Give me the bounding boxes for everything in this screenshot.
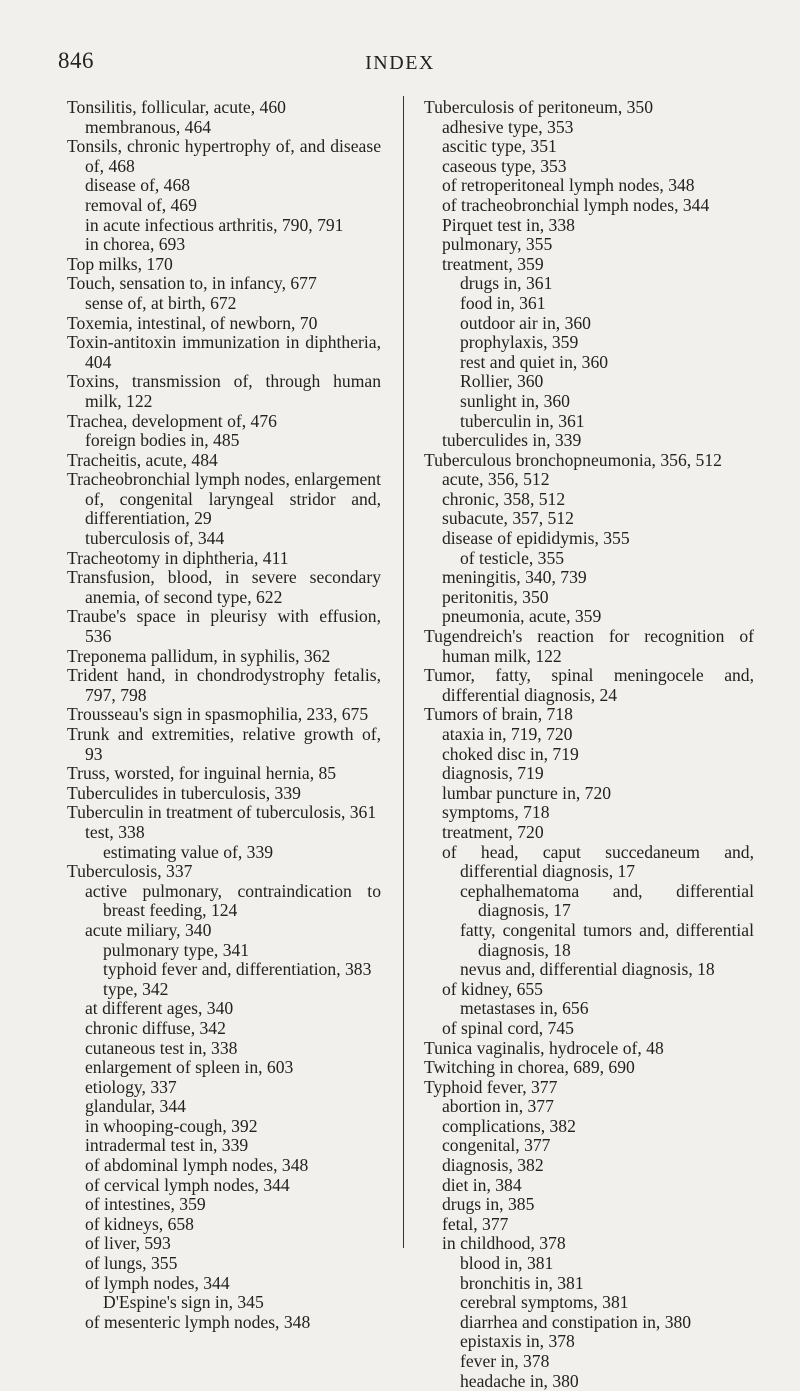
index-entry: cerebral symptoms, 381 bbox=[460, 1292, 629, 1313]
index-entry: of testicle, 355 bbox=[460, 547, 565, 568]
index-entry: symptoms, 718 bbox=[442, 802, 550, 823]
index-entry: blood in, 381 bbox=[460, 1253, 554, 1274]
index-entry: fatty, congenital tumors and, differential diagnosis, 18 bbox=[460, 919, 754, 960]
index-entry: Trachea, development of, 476 bbox=[67, 410, 277, 431]
index-entry: complications, 382 bbox=[442, 1115, 576, 1136]
index-entry: Top milks, 170 bbox=[67, 253, 173, 274]
index-entry: of lymph nodes, 344 bbox=[85, 1272, 230, 1293]
index-entry: of tracheobronchial lymph nodes, 344 bbox=[442, 194, 710, 215]
index-entry: Tumor, fatty, spinal meningocele and, differential diagnosis, 24 bbox=[424, 665, 754, 705]
index-entry: Trousseau's sign in spasmophilia, 233, 675 bbox=[67, 704, 369, 725]
index-entry: pulmonary, 355 bbox=[442, 234, 553, 255]
index-entry: D'Espine's sign in, 345 bbox=[103, 1292, 264, 1313]
index-entry: in acute infectious arthritis, 790, 791 bbox=[85, 214, 344, 235]
index-entry: sunlight in, 360 bbox=[460, 390, 570, 411]
index-entry: Toxin-antitoxin immunization in diphtheria, 404 bbox=[67, 332, 381, 372]
index-entry: diagnosis, 719 bbox=[442, 763, 544, 784]
index-entry: Touch, sensation to, in infancy, 677 bbox=[67, 273, 317, 294]
index-entry: removal of, 469 bbox=[85, 194, 197, 215]
index-entry: diet in, 384 bbox=[442, 1174, 522, 1195]
index-entry: of intestines, 359 bbox=[85, 1194, 206, 1215]
index-entry: acute, 356, 512 bbox=[442, 469, 550, 490]
index-entry: etiology, 337 bbox=[85, 1076, 177, 1097]
index-column-right bbox=[424, 98, 754, 1391]
index-entry: Treponema pallidum, in syphilis, 362 bbox=[67, 645, 331, 666]
index-entry: Rollier, 360 bbox=[460, 371, 544, 392]
index-entry: glandular, 344 bbox=[85, 1096, 186, 1117]
index-entry: in childhood, 378 bbox=[442, 1233, 566, 1254]
index-entry: of lungs, 355 bbox=[85, 1253, 178, 1274]
index-entry: of abdominal lymph nodes, 348 bbox=[85, 1155, 309, 1176]
index-entry: disease of epididymis, 355 bbox=[442, 528, 630, 549]
index-entry: cutaneous test in, 338 bbox=[85, 1037, 238, 1058]
index-entry: in chorea, 693 bbox=[85, 234, 186, 255]
index-entry: Tracheobronchial lymph nodes, enlargement of, congenital laryngeal stridor and, differentiation, 29 bbox=[67, 469, 381, 529]
index-entry: Typhoid fever, 377 bbox=[424, 1076, 558, 1097]
index-entry: test, 338 bbox=[85, 821, 145, 842]
index-entry: of retroperitoneal lymph nodes, 348 bbox=[442, 175, 695, 196]
index-column-left bbox=[67, 98, 381, 1332]
index-entry: Trident hand, in chondrodystrophy fetalis, 797, 798 bbox=[67, 665, 381, 705]
index-entry: cephalhematoma and, differential diagnosis, 17 bbox=[460, 880, 754, 921]
index-entry: of head, caput succedaneum and, differential diagnosis, 17 bbox=[442, 841, 754, 882]
index-entry: foreign bodies in, 485 bbox=[85, 430, 240, 451]
index-entry: disease of, 468 bbox=[85, 175, 191, 196]
index-entry: Tonsilitis, follicular, acute, 460 bbox=[67, 97, 286, 117]
index-entry: subacute, 357, 512 bbox=[442, 508, 574, 529]
index-entry: intradermal test in, 339 bbox=[85, 1135, 249, 1156]
index-entry: Tuberculin in treatment of tuberculosis, 361 bbox=[67, 802, 377, 823]
index-entry: ascitic type, 351 bbox=[442, 136, 557, 157]
index-entry: Tuberculous bronchopneumonia, 356, 512 bbox=[424, 449, 722, 470]
index-entry: estimating value of, 339 bbox=[103, 841, 274, 862]
index-entry: Tuberculosis, 337 bbox=[67, 861, 193, 882]
index-entry: fetal, 377 bbox=[442, 1213, 509, 1234]
index-entry: meningitis, 340, 739 bbox=[442, 567, 587, 588]
column-divider bbox=[403, 96, 404, 1248]
index-entry: caseous type, 353 bbox=[442, 155, 567, 176]
index-entry: lumbar puncture in, 720 bbox=[442, 782, 612, 803]
index-entry: chronic, 358, 512 bbox=[442, 488, 566, 509]
index-entry: Truss, worsted, for inguinal hernia, 85 bbox=[67, 763, 337, 784]
index-entry: tuberculosis of, 344 bbox=[85, 528, 225, 549]
index-entry: Tracheitis, acute, 484 bbox=[67, 449, 218, 470]
index-entry: prophylaxis, 359 bbox=[460, 332, 579, 353]
index-entry: Tracheotomy in diphtheria, 411 bbox=[67, 547, 289, 568]
index-entry: type, 342 bbox=[103, 978, 169, 999]
index-entry: Tuberculides in tuberculosis, 339 bbox=[67, 782, 301, 803]
index-entry: diagnosis, 382 bbox=[442, 1155, 544, 1176]
index-entry: typhoid fever and, differentiation, 383 bbox=[103, 959, 372, 980]
index-entry: Traube's space in pleurisy with effusion, 536 bbox=[67, 606, 381, 647]
index-entry: diarrhea and constipation in, 380 bbox=[460, 1311, 692, 1332]
index-entry: Pirquet test in, 338 bbox=[442, 214, 575, 235]
index-entry: Transfusion, blood, in severe secondary anemia, of second type, 622 bbox=[67, 567, 381, 607]
index-entry: enlargement of spleen in, 603 bbox=[85, 1057, 294, 1078]
index-entry: treatment, 359 bbox=[442, 253, 544, 274]
index-entry: in whooping-cough, 392 bbox=[85, 1115, 258, 1136]
index-entry: chronic diffuse, 342 bbox=[85, 1017, 226, 1038]
index-entry: Trunk and extremities, relative growth of, 93 bbox=[67, 724, 381, 764]
index-entry: tuberculin in, 361 bbox=[460, 410, 585, 431]
index-entry: Twitching in chorea, 689, 690 bbox=[424, 1057, 635, 1078]
index-entry: adhesive type, 353 bbox=[442, 116, 574, 137]
index-entry: metastases in, 656 bbox=[460, 998, 589, 1019]
index-entry: tuberculides in, 339 bbox=[442, 430, 582, 451]
index-entry: pulmonary type, 341 bbox=[103, 939, 250, 960]
index-entry: Toxemia, intestinal, of newborn, 70 bbox=[67, 312, 318, 333]
index-entry: Tuberculosis of peritoneum, 350 bbox=[424, 97, 654, 117]
index-entry: Tunica vaginalis, hydrocele of, 48 bbox=[424, 1037, 664, 1058]
index-entry: epistaxis in, 378 bbox=[460, 1331, 575, 1352]
index-entry: of liver, 593 bbox=[85, 1233, 171, 1254]
index-entry: of cervical lymph nodes, 344 bbox=[85, 1174, 290, 1195]
index-entry: outdoor air in, 360 bbox=[460, 312, 591, 333]
index-entry: congenital, 377 bbox=[442, 1135, 551, 1156]
index-entry: abortion in, 377 bbox=[442, 1096, 554, 1117]
index-entry: fever in, 378 bbox=[460, 1351, 550, 1371]
index-entry: membranous, 464 bbox=[85, 116, 212, 137]
index-entry: nevus and, differential diagnosis, 18 bbox=[460, 959, 715, 980]
page-number: 846 bbox=[58, 48, 94, 73]
index-entry: treatment, 720 bbox=[442, 821, 544, 842]
index-entry: bronchitis in, 381 bbox=[460, 1272, 584, 1293]
index-entry: of kidney, 655 bbox=[442, 978, 543, 999]
index-entry: drugs in, 361 bbox=[460, 273, 553, 294]
index-entry: acute miliary, 340 bbox=[85, 919, 212, 940]
index-entry: of spinal cord, 745 bbox=[442, 1017, 574, 1038]
index-entry: of mesenteric lymph nodes, 348 bbox=[85, 1311, 311, 1332]
index-entry: sense of, at birth, 672 bbox=[85, 292, 237, 313]
index-entry: headache in, 380 bbox=[460, 1370, 579, 1391]
index-entry: Toxins, transmission of, through human milk, 122 bbox=[67, 371, 381, 411]
index-entry: pneumonia, acute, 359 bbox=[442, 606, 602, 627]
index-entry: at different ages, 340 bbox=[85, 998, 234, 1019]
index-entry: active pulmonary, contraindication to breast feeding, 124 bbox=[85, 880, 381, 921]
index-entry: Tonsils, chronic hypertrophy of, and disease of, 468 bbox=[67, 136, 381, 176]
index-entry: rest and quiet in, 360 bbox=[460, 351, 609, 372]
index-entry: Tumors of brain, 718 bbox=[424, 704, 573, 725]
running-head: INDEX bbox=[365, 52, 435, 74]
index-entry: ataxia in, 719, 720 bbox=[442, 724, 573, 744]
index-entry: Tugendreich's reaction for recognition of human milk, 122 bbox=[424, 626, 754, 666]
index-entry: choked disc in, 719 bbox=[442, 743, 579, 764]
index-entry: of kidneys, 658 bbox=[85, 1213, 194, 1234]
index-entry: peritonitis, 350 bbox=[442, 586, 549, 607]
index-entry: drugs in, 385 bbox=[442, 1194, 535, 1215]
index-entry: food in, 361 bbox=[460, 292, 546, 313]
